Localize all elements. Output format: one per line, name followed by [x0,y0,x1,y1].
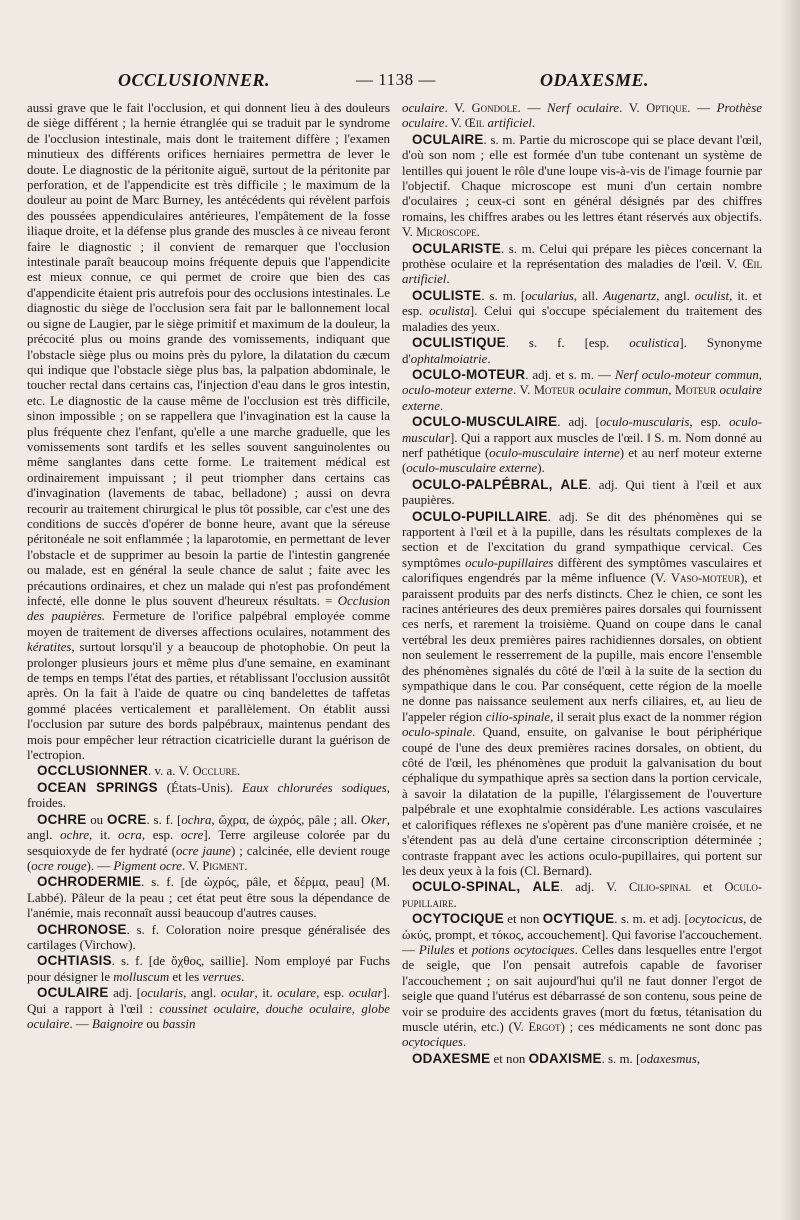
italic-term: oculo-musculaire externe [406,461,538,476]
entry-text: . adj. Se dit des phénomènes qui se rapportent à l'œil et à la pupille, dans les résultats complexes de la section et de l'excitation du grand sympathique cervical. Ces symptômes [402,509,762,570]
entry-paragraph [402,367,762,414]
headword: OCULO-MOTEUR [412,366,526,382]
italic-term: cilio-spinale [485,709,551,724]
entry-text: , ὤχρα, de ὠχρός, pâle ; all. [211,812,361,827]
italic-term: ocytocicus [688,912,744,927]
left-column [27,101,390,1032]
entry-paragraph [402,335,762,367]
italic-term: oculaire [402,101,445,115]
headword: OCEAN SPRINGS [37,779,158,795]
entry-text: , it. et esp. [402,288,762,319]
entry-text: . V. [444,116,465,131]
entry-text: . [453,895,457,910]
headword: OCHRONOSE [37,921,127,937]
italic-term: Nerf oculo-moteur commun, oculo-moteur externe [402,367,762,398]
headword: OCULARISTE [412,240,502,256]
italic-term: ocular [220,986,255,1001]
entry-text: ]. Celui qui s'occupe spécialement du traitement des maladies des yeux. [402,304,762,334]
cross-reference: Moteur [533,383,575,398]
italic-term: oculaire externe [402,383,762,413]
entry-text: . s. m. [ [601,1051,641,1066]
italic-term: ocular [348,986,383,1001]
entry-text: . V. [182,858,203,873]
entry-paragraph [402,477,762,509]
cross-reference: Oculo-pupillaire [402,880,763,910]
entry-text: ), et paraissent produits par des nerfs distincts. Chez le chien, ce sont les racines antérieures des deux premières paires dorsales qui fournissent ces nerfs, et rarement la troisième. Quand on coupe dans le canal vertébral les deux premières paires rachidiennes dorsales, on obtient non seulement le resserrement de la pupille, mais encore l'ensemble des phénomènes signalés du côté de l'œil à la suite de la section du sympathique dans le cou. Par conséquent, cette région de la moelle ne donne pas naissance seulement aux nerfs ciliaires, et, au lieu de l'appeler région [402,571,762,724]
entry-text: . s. f. Coloration noire presque généralisée des cartilages (Virchow). [27,922,390,952]
entry-text: . adj. V. [559,880,630,895]
entry-text: ) ; ces médicaments ne sont donc pas [560,1019,762,1034]
cross-reference: Gondole [471,101,518,115]
entry-text: . Quand, ensuite, on galvanise le bout périphérique coupé de l'une des deux premières racines dorsales, on obtient, du côté de l'œil, les phénomènes que produit la galvanisation du bout céphalique du sympathique après sa section dans la portion cervicale, à savoir la dilatation de la pupille, l'élargissement de l'ouverture palpébrale et une exophtalmie considérable. Les actions vasculaires et calorifiques réflexes ne s'opèrent pas d'une manière croisée, et ne s'étendent pas au delà d'une certaine circonscription déterminée ; contraste frappant avec les actions oculo-pupillaires, qui portent sur les deux yeux à la fois (Cl. Bernard). [402,725,762,878]
headword: OCULO-PUPILLAIRE [412,508,548,524]
italic-term: Occlusion des paupières. [27,594,390,624]
italic-term: ophtalmoiatrie [410,351,488,366]
entry-text: et non [490,1051,529,1066]
entry-text: diffèrent des symptômes vasculaires et calorifiques engendrés par la même influence (V. [402,555,763,586]
italic-term: odaxesmus [640,1051,697,1066]
entry-paragraph [27,953,390,985]
italic-term: ocre jaune [175,843,232,858]
entry-text: . adj. Qui tient à l'œil et aux paupières. [402,477,762,508]
italic-term: ocre [180,828,204,843]
entry-text: ) ; calcinée, elle devient rouge ( [27,843,391,873]
entry-text: . V. [512,383,534,398]
italic-term: bassin [162,1016,196,1031]
entry-text: , it. [254,986,278,1001]
italic-term: coussinet oculaire, douche oculaire, globe oculaire [27,1001,390,1031]
headword: OCYTIQUE [542,911,615,927]
italic-term: ochra [181,812,212,827]
entry-text: (États-Unis). [157,780,242,795]
italic-term: oculo-spinale [402,725,473,740]
entry-paragraph [402,879,762,911]
entry-text: ). — [86,858,114,873]
headword: OCULO-SPINAL, ALE [412,879,560,895]
entry-paragraph [27,780,390,812]
italic-term: Eaux chlorurées sodiques [242,780,387,795]
entry-text: . [241,969,245,984]
cross-reference: Ergot [528,1019,561,1034]
entry-text: . [446,272,450,287]
entry-paragraph [402,241,762,288]
entry-text: ]. Terre argileuse colorée par du sesquioxyde de fer hydraté ( [27,828,391,858]
entry-paragraph [27,101,390,763]
cross-reference: Cilio-spinal [629,880,691,895]
entry-text: . adj. et s. m. — [525,367,615,382]
entry-text: , [668,383,675,398]
entry-text: , angl. [656,288,695,303]
entry-text: Fermeture de l'orifice palpébral employée comme moyen de traitement de diverses affections oculaires, notamment des [27,609,390,639]
entry-text: , surtout lorsqu'il y a beaucoup de photophobie. On peut la prolonger plusieurs jours et même plus d'une semaine, en examinant de temps en temps l'état des parties, et rétablissant l'occlusion aussitôt après. On la fait à l'aide de quatre ou cinq bandelettes de taffetas gommé placées verticalement et parallèlement. On établit aussi l'occlusion par suture des bords palpébraux, maintenus pendant des mois pour empêcher leur rétraction cicatricielle durant la guérison de l'ectropion. [27,640,390,763]
italic-term: ochre [60,828,90,843]
italic-term: verrues [202,969,242,984]
entry-text: ou [86,812,107,827]
entry-text: . s. m. et adj. [ [614,912,689,927]
italic-term: molluscum [113,969,170,984]
entry-text: adj. [ [108,986,141,1001]
entry-paragraph [27,874,390,921]
headword: OCULO-PALPÉBRAL, ALE [412,476,588,492]
entry-paragraph [402,414,762,477]
italic-term: Augenartz [603,288,657,303]
entry-paragraph [402,911,762,1051]
entry-paragraph [402,101,762,132]
entry-paragraph [27,922,390,954]
italic-term: Baignoire [92,1016,144,1031]
headword: OCRE [106,811,147,827]
page-edge-shadow [780,0,800,1220]
entry-text: . [531,116,536,131]
italic-term: oculo-muscularis [599,415,690,430]
entry-text: aussi grave que le fait l'occlusion, et qui donnent lieu à des douleurs de siège différent ; la hernie étranglée qui se traduit par le syndrome de l'occlusion intestinale, mais dont le traitement diffère ; l'examen minutieux des différents orifices herniaires permettra de lever le doute. Le diagnostic de la péritonite aiguë, surtout de la péritonite par perforation, et de l'appendicite est très difficile ; le maximum de la douleur au point de Marc Burney, les antécédents qui révèlent parfois des poussées appendiculaires antérieures, l'empâtement de la fosse iliaque droite, et la défense plus grande des muscles à ce niveau feront faire le diagnostic ; il convient de remarquer que l'occlusion intestinale paraît beaucoup moins fréquente depuis que l'appendicite est mieux connue, ce qui permet de croire que bien des cas d'appendicite étaient pris autrefois pour des occlusions intestinales. Le diagnostic du siège de l'occlusion sera fait par le ballonnement local ou signe de Laugier, par le siège primitif et maximum de la douleur, la précocité plus ou moins grande des vomissements, indiquant que l'obstacle siège plus ou moins près du pylore, la dilatation du cæcum qui indique que l'obstacle siège plus bas, la palpation abdominale, le toucher rectal dans certains cas, l'injection d'eau dans le gros intestin, etc. Le diagnostic de la cause même de l'occlusion est très difficile, sinon impossible ; on se rappellera que l'invagination est la cause la plus fréquente chez l'enfant, qu'elle a une marche graduelle, que les vomissements sont tardifs et les selles souvent sanguinolentes ou même sanglantes dans cette forme. Le traitement médical est ordinairement impuissant ; il peut triompher dans certains cas d'invagination (lavements de tabac, belladone) ; aussi on devra recourir au traitement chirurgical le plus tôt possible, car c'est une des conditions de succès d'opérer de bonne heure, avant que la séreuse péritonéale ne soit enflammée ; la laparotomie, en permettant de lever l'obstacle et de supprimer au besoin la partie de l'intestin gangrenée ou malade, est en général la seule chance de salut ; faite avec les précautions ordinaires, et chez un malade qui n'est pas profondément infecté, elle donne le plus souvent d'heureux résultats. = [27,101,391,608]
headword: OCULAIRE [412,131,484,147]
header-left-entry: OCCLUSIONNER. [118,70,271,90]
italic-term: artificiel [402,272,447,287]
entry-paragraph [402,509,762,880]
entry-text: . V. [619,101,647,115]
italic-term: potions ocytociques [471,942,575,957]
entry-text: , angl. [183,986,221,1001]
headword: ODAXISME [528,1050,602,1066]
entry-text: . [237,764,241,779]
entry-text: . adj. [ [557,415,600,430]
cross-reference: Microscope [416,225,477,240]
entry-text: . Celles dans lesquelles entre l'ergot de seigle, que l'on pensait autrefois capable de favoriser l'accouchement ; on sait aujourd'hui qu'il ne faut donner l'ergot de seigle que quand l'utérus est débarrassé de son contenu, sous peine de voir se produire des accidents graves (mort du fœtus, tétanisation du muscle utérin, etc.) (V. [402,942,763,1034]
headword: ODAXESME [412,1050,491,1066]
cross-reference: Pigment [202,858,245,873]
entry-text: . s. f. [de ὄχθος, saillie]. Nom employé par Fuchs pour désigner le [27,954,390,984]
entry-text: et non [503,912,543,927]
entry-text: . v. a. V. [148,764,193,779]
italic-term: Pilules [418,942,455,957]
italic-term: kératites [27,640,72,655]
italic-term: Prothèse oculaire [402,101,763,131]
cross-reference: Moteur [674,383,716,398]
entry-text: . — [517,101,548,115]
entry-text: , it. [89,828,119,843]
entry-text: . [476,225,480,240]
entry-text: . [439,398,444,413]
entry-text: , de ὠκύς, prompt, et τόκος, accouchement]. Qui favorise l'accouchement. — [402,912,762,957]
italic-term: Pigment ocre [113,858,183,873]
entry-text: ou [143,1016,163,1031]
headword: OCHRE [37,811,87,827]
entry-text: ) et au nerf moteur externe ( [402,445,762,476]
italic-term: ocularius [525,288,574,303]
entry-text: . — [69,1016,93,1031]
headword: OCULISTE [412,287,482,303]
entry-text: et [454,942,472,957]
entry-text: , esp. [141,828,181,843]
italic-term: ocra [118,828,142,843]
entry-text: . s. f. [de ὠχρός, pâle, et δέρμα, peau] (M. Labbé). Pâleur de la peau ; cet état peut être sous la dépendance de l'anémie, mais reconnaît aussi beaucoup d'autres causes. [27,875,390,921]
entry-text: , all. [573,288,604,303]
entry-paragraph [402,132,762,241]
entry-text: et les [169,969,203,984]
italic-term: ocre rouge [31,858,87,873]
italic-term: oculo-muscular [402,415,762,445]
cross-reference: Vaso-moteur [671,571,741,586]
entry-text: , angl. [27,812,390,843]
headword: OCULISTIQUE [412,335,506,351]
italic-term: ocytociques [402,1035,463,1050]
italic-term: ocularis [140,986,184,1001]
running-header [0,70,800,94]
headword: OCULAIRE [37,985,109,1001]
italic-term: oculare [277,986,317,1001]
entry-text: . s. f. [ [146,812,182,827]
cross-reference: Optique [646,101,688,115]
header-right-entry: ODAXESME. [540,70,650,90]
entry-text: , esp. [316,986,349,1001]
entry-paragraph [27,763,390,779]
entry-paragraph [402,288,762,335]
entry-text: , [696,1051,701,1066]
cross-reference: Occlure [192,764,238,779]
cross-reference: Œil [742,257,762,272]
italic-term: Oker [360,812,387,827]
entry-text: , froides. [27,780,390,811]
entry-text: . [244,858,248,873]
headword: OCHTIASIS [37,953,112,969]
entry-text: ]. Qui a rapport à l'œil : [27,986,390,1016]
entry-paragraph [27,812,390,875]
italic-term: artificiel [487,116,532,131]
entry-text: ]. Synonyme d' [402,336,762,366]
italic-term: oculist [694,288,730,303]
entry-text: . [487,351,491,366]
entry-text: , il serait plus exact de la nommer région [550,709,762,724]
entry-text: ). [537,461,545,476]
entry-text: . s. m. Partie du microscope qui se place devant l'œil, d'où son nom ; elle est formée d'un tube contenant un système de lentilles qui jouent le rôle d'une loupe vis-à-vis de l'image fournie par l'objectif. Chaque microscope est muni d'un certain nombre d'oculaires ; ceux-ci sont en général désignés par des chiffres romains, les chiffres arabes ou les lettres étant réservés aux objectifs. V. [402,132,762,240]
right-column [402,101,762,1067]
entry-text: . s. m. [ [481,288,526,303]
italic-term: oculaire commun [578,383,669,398]
entry-text: ]. Qui a rapport aux muscles de l'œil. ‖ S. m. Nom donné au nerf pathétique ( [402,430,762,460]
entry-text: , esp. [689,415,730,430]
cross-reference: Œil [464,116,485,131]
entry-text: . — [687,101,717,115]
entry-text: . s. m. Celui qui prépare les pièces concernant la prothèse oculaire et la représentation des maladies de l'œil. V. [402,241,762,272]
headword: OCCLUSIONNER [37,763,149,779]
entry-text: et [690,880,725,895]
italic-term: oculista [429,304,470,319]
entry-text: . V. [444,101,472,115]
italic-term: oculo-musculaire interne [489,445,620,460]
entry-text: . s. f. [esp. [505,336,630,351]
entry-paragraph [402,1051,762,1067]
entry-text: . [462,1035,467,1050]
page-number: — 1138 — [356,70,436,89]
italic-term: oculo-pupillaires [465,555,554,570]
headword: OCYTOCIQUE [412,911,504,927]
entry-paragraph [27,985,390,1032]
italic-term: Nerf oculaire [547,101,620,115]
italic-term: oculistica [629,336,680,351]
headword: OCULO-MUSCULAIRE [412,414,558,430]
headword: OCHRODERMIE [37,874,142,890]
